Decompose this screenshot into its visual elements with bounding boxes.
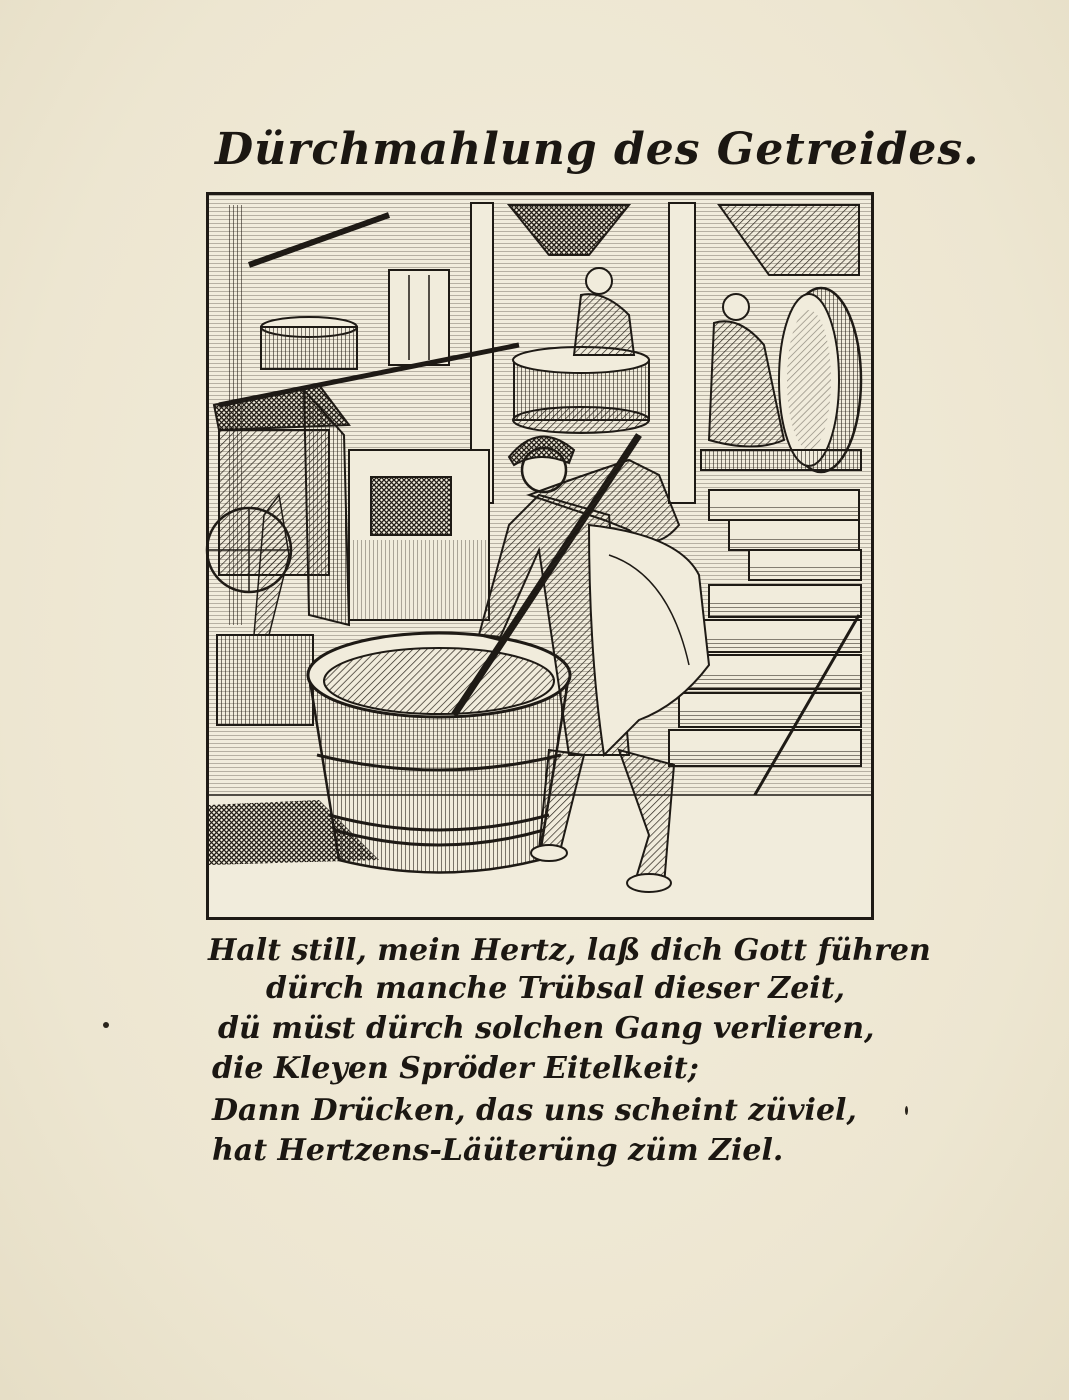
engraving-plate bbox=[206, 192, 874, 920]
paper-speck bbox=[103, 1022, 109, 1028]
verse-line: Halt still, mein Hertz, laß dich Gott führen bbox=[208, 933, 931, 968]
verse-line: Dann Drücken, das uns scheint züviel, bbox=[212, 1093, 857, 1128]
verse-line: dü müst dürch solchen Gang verlieren, bbox=[218, 1011, 875, 1046]
verse-line: die Kleyen Spröder Eitelkeit; bbox=[212, 1051, 699, 1086]
mill-interior-illustration bbox=[209, 195, 871, 917]
verse-text bbox=[208, 932, 931, 1182]
verse-line: dürch manche Trübsal dieser Zeit, bbox=[266, 971, 845, 1006]
paper-speck bbox=[905, 1106, 908, 1115]
verse-line: hat Hertzens-Läüterüng züm Ziel. bbox=[212, 1133, 784, 1168]
engraving-title: Dürchmahlung des Getreides. bbox=[215, 124, 980, 175]
